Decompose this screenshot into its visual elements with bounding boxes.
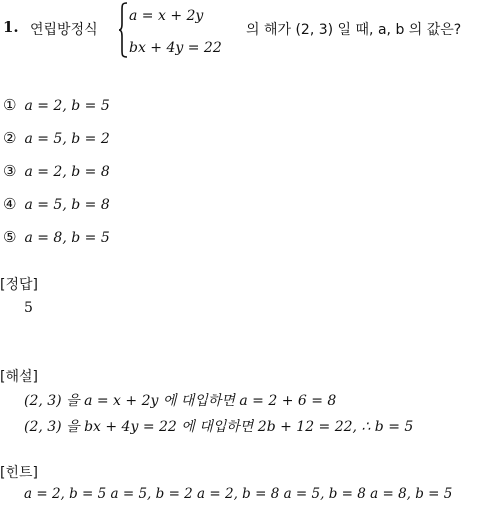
explanation-label: [해설] [0, 369, 38, 385]
explanation-line-1: (2, 3) 을 a = x + 2y 에 대입하면 a = 2 + 6 = 8 [24, 393, 337, 409]
choice-3[interactable] [3, 162, 110, 180]
question-suffix: 의 해가 (2, 3) 일 때, a, b 의 값은? [246, 22, 462, 38]
choice-1[interactable] [3, 96, 110, 114]
choice-3-text: a = 2, b = 8 [24, 164, 110, 180]
choice-5[interactable] [3, 228, 110, 246]
choice-1-text: a = 2, b = 5 [24, 98, 110, 114]
choice-5-text: a = 8, b = 5 [24, 230, 110, 246]
choice-2-mark: ② [3, 129, 17, 147]
choice-2[interactable] [3, 129, 110, 147]
choice-4-text: a = 5, b = 8 [24, 197, 110, 213]
choice-4-mark: ④ [3, 195, 17, 213]
answer-value: 5 [24, 300, 33, 316]
answer-label: [정답] [0, 277, 38, 293]
equation-1: a = x + 2y [129, 8, 204, 24]
choice-4[interactable] [3, 195, 110, 213]
hint-text: a = 2, b = 5 a = 5, b = 2 a = 2, b = 8 a = 5, b = 8 a = 8, b = 5 [24, 486, 453, 502]
question-prefix: 연립방정식 [30, 22, 98, 38]
question-number: 1. [3, 18, 19, 36]
choice-5-mark: ⑤ [3, 228, 17, 246]
hint-label: [힌트] [0, 465, 38, 481]
equation-2: bx + 4y = 22 [129, 40, 222, 56]
choice-1-mark: ① [3, 96, 17, 114]
choice-2-text: a = 5, b = 2 [24, 131, 110, 147]
system-brace [118, 2, 128, 58]
choice-3-mark: ③ [3, 162, 17, 180]
explanation-line-2: (2, 3) 을 bx + 4y = 22 에 대입하면 2b + 12 = 22, ∴ b = 5 [24, 419, 414, 435]
